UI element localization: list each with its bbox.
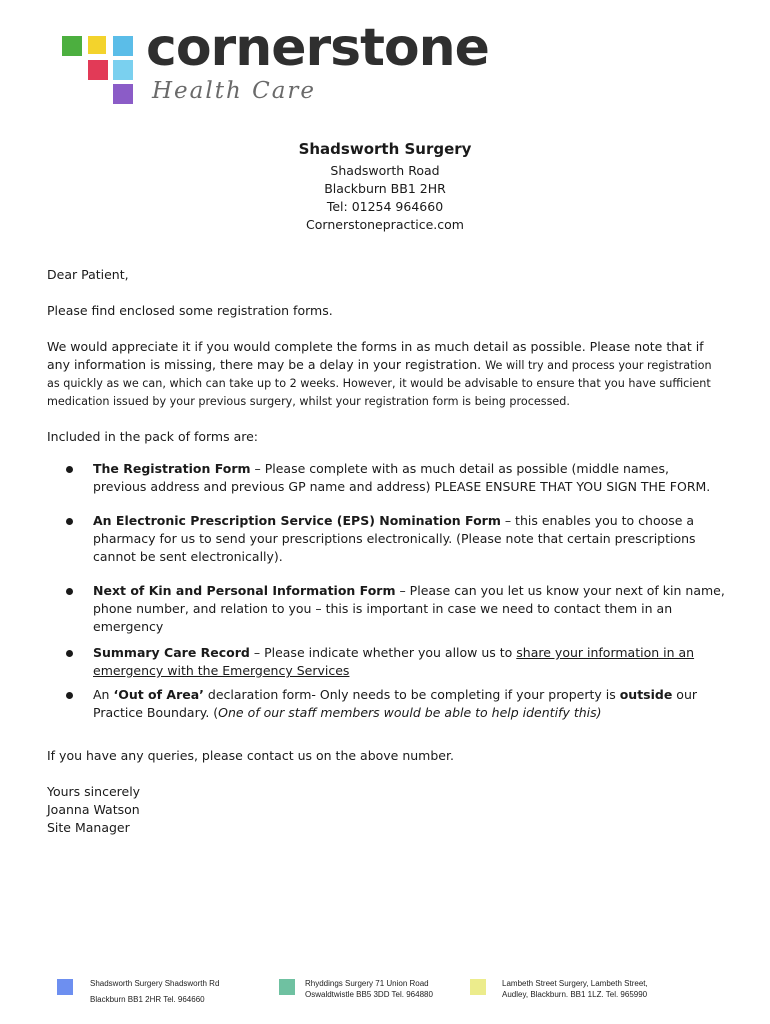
practice-address [0,140,770,234]
cornerstone-logo [60,18,540,114]
footer [0,975,770,1015]
logo-square-red [88,60,108,80]
site1-color-square [57,979,73,995]
item-title: Next of Kin and Personal Information Form [93,583,396,598]
logo-squares-icon [62,36,134,106]
practice-name: Shadsworth Surgery [298,140,472,158]
footer-site3 [502,978,648,1000]
item-title: ‘Out of Area’ [113,687,204,702]
pack-intro: Included in the pack of forms are: [47,429,259,444]
footer-site1-line2: Blackburn BB1 2HR Tel. 964660 [90,995,205,1004]
letter-body [47,266,727,446]
practice-town: Blackburn BB1 2HR [324,181,446,196]
queries-text: If you have any queries, please contact us on the above number. [47,748,454,763]
intro-paragraph: Please find enclosed some registration forms. [47,303,333,318]
logo-wordmark: cornerstone [146,18,489,78]
list-item [66,686,726,722]
footer-site3-line1: Lambeth Street Surgery, Lambeth Street, [502,979,648,988]
list-item [66,460,726,496]
logo-square-skyblue-2 [113,60,133,80]
item-prefix: An [93,687,114,702]
logo-square-yellow [88,36,106,54]
signatory-role: Site Manager [47,820,130,835]
practice-website: Cornerstonepractice.com [306,217,464,232]
item-title: Summary Care Record [93,645,250,660]
list-item [66,512,726,566]
logo-tagline: Health Care [152,78,317,104]
item-text: declaration form- Only needs to be completing if your property is [203,687,620,702]
practice-road: Shadsworth Road [330,163,440,178]
letter-closing [47,747,727,837]
footer-site2-line2: Oswaldtwistle BB5 3DD Tel. 964880 [305,990,433,999]
item-underlined: share your information in an emergency with the Emergency Services [93,645,695,678]
bullet-icon [66,466,73,473]
main-paragraph-text: We would appreciate it if you would complete the forms in as much detail as possible. Please note that if any information is missing, there may be a delay in your registration. [47,339,704,372]
footer-site1-line1: Shadsworth Surgery Shadsworth Rd [90,979,220,988]
item-text: – Please can you let us know your next of kin name, phone number, and relation to you – this is important in case we need to contact them in an emergency [93,583,725,634]
main-paragraph-small: We will try and process your registration as quickly as we can, which can take up to 2 weeks. However, it would be advisable to ensure that you have sufficient medication issued by your previous surgery, whilst your registration form is being processed. [47,359,712,408]
main-paragraph [47,338,727,410]
item-text: – this enables you to choose a pharmacy for us to send your prescriptions electronically. (Please note that certain prescriptions cannot be sent electronically). [93,513,696,564]
practice-tel: Tel: 01254 964660 [326,199,444,214]
signoff: Yours sincerely [47,784,141,799]
logo-square-green [62,36,82,56]
bullet-icon [66,588,73,595]
item-text: – Please complete with as much detail as possible (middle names, previous address and previous GP name and address) PLEASE ENSURE THAT YOU SIGN THE FORM. [93,461,711,494]
list-item [66,644,726,680]
logo-square-purple [113,84,133,104]
logo-square-skyblue [113,36,133,56]
bullet-icon [66,650,73,657]
footer-site2 [305,978,433,1000]
site3-color-square [470,979,486,995]
bullet-icon [66,692,73,699]
footer-site1 [90,978,219,1005]
footer-site2-line1: Rhyddings Surgery 71 Union Road [305,979,429,988]
item-title: An Electronic Prescription Service (EPS) Nomination Form [93,513,501,528]
site2-color-square [279,979,295,995]
item-text-2: our Practice Boundary. ( [93,687,698,720]
footer-site3-line2: Audley, Blackburn. BB1 1LZ. Tel. 965990 [502,990,648,999]
bullet-icon [66,518,73,525]
item-italic: One of our staff members would be able to help identify this) [218,705,602,720]
item-text: – Please indicate whether you allow us to [249,645,517,660]
item-bold: outside [619,687,673,702]
list-item [66,582,726,636]
item-title: The Registration Form [93,461,251,476]
signatory: Joanna Watson [47,802,140,817]
greeting: Dear Patient, [47,267,129,282]
